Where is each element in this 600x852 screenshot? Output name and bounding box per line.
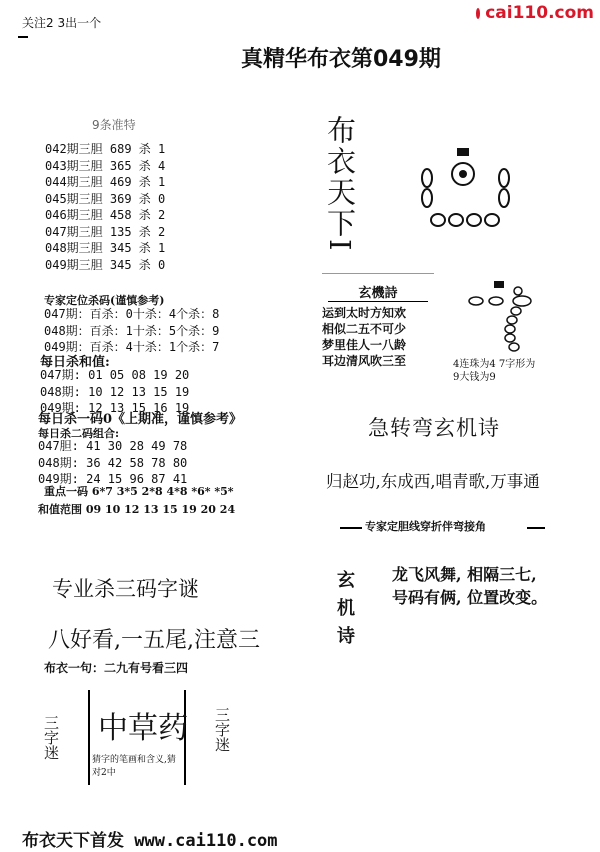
bead-hint-1: 4连珠为4 7字形为 <box>453 359 536 370</box>
list-item: 047胆: 41 30 28 49 78 <box>38 439 188 453</box>
divider <box>88 690 90 785</box>
list-item: 047期: 01 05 08 19 20 <box>40 368 190 382</box>
poem-line: 运到太时方知欢 <box>322 306 407 320</box>
expert-kill-list <box>44 306 219 356</box>
side-riddle-right: 三字迷 <box>213 707 231 752</box>
list-item: 049期: 24 15 96 87 41 <box>38 472 188 486</box>
bead-icon <box>467 214 481 226</box>
list-item: 042期三胆 689 杀 1 <box>45 142 166 156</box>
expert-heading: 专家定胆线穿折伴弯接角 <box>365 520 486 533</box>
divider <box>322 273 434 274</box>
dan-list <box>45 141 165 273</box>
logo-dot-icon <box>476 8 480 19</box>
bead-icon <box>431 214 445 226</box>
buyi-line: 布衣一句：二九有号看三四 <box>44 661 189 675</box>
list-item: 048期：百杀：1十杀：5个杀：9 <box>44 323 220 338</box>
ingot-icon <box>494 281 504 288</box>
follow-tag: 关注2 3出一个 <box>22 16 102 30</box>
bead-icon <box>449 214 463 226</box>
turn-line: 归赵功,东成西,唱青歌,万事通 <box>326 472 540 491</box>
list-item: 046期三胆 458 杀 2 <box>45 208 166 222</box>
turn-title: 急转弯玄机诗 <box>368 416 500 440</box>
riddle-line: 八好看,一五尾,注意三 <box>48 628 260 653</box>
list-item: 048期: 10 12 13 15 19 <box>40 384 190 399</box>
poem-title: 玄機詩 <box>328 282 428 302</box>
list-item: 045期三胆 369 杀 0 <box>45 191 166 206</box>
bead-figure-top <box>412 140 532 240</box>
xuanji-label: 玄机诗 <box>334 570 355 654</box>
bead-icon <box>505 334 515 342</box>
sum-range-line: 和值范围 09 10 12 13 15 19 20 24 <box>38 503 236 516</box>
divider <box>527 527 545 529</box>
list-item: 049期：百杀：4十杀：1个杀：7 <box>44 340 220 354</box>
dragon-line-2: 号码有俩, 位置改变。 <box>392 588 548 607</box>
onecode-title: 每日杀一码0《上期准，谨慎参考》 <box>38 412 243 427</box>
bead-icon <box>499 169 509 187</box>
list-item: 043期三胆 365 杀 4 <box>45 158 166 173</box>
bead-icon <box>485 214 499 226</box>
herb-note-1: 猜字的笔画和含义,猜 <box>92 755 176 765</box>
list-item: 048期: 36 42 58 78 80 <box>38 455 188 470</box>
poem-line: 耳边清风吹三至 <box>322 354 407 368</box>
bead-figure-right <box>458 277 548 355</box>
divider <box>340 527 362 529</box>
coin-icon <box>513 296 531 306</box>
side-riddle-left: 三字迷 <box>42 715 60 760</box>
site-logo[interactable] <box>476 2 594 24</box>
herb-note-2: 对2中 <box>92 768 116 778</box>
twocode-title: 每日杀二码组合: <box>38 427 120 440</box>
sum-title: 每日杀和值: <box>40 355 110 370</box>
bead-icon <box>511 307 521 315</box>
bead-hint-2: 9大钱为9 <box>453 372 496 383</box>
ingot-icon <box>457 148 469 156</box>
dragon-line-1: 龙飞风舞, 相隔三七, <box>392 565 537 584</box>
poem-box <box>322 282 434 369</box>
list-item: 049期三胆 345 杀 0 <box>45 257 166 272</box>
twocode-list <box>38 438 187 488</box>
bead-hint <box>453 358 535 384</box>
poem-line: 梦里佳人一八龄 <box>322 338 407 352</box>
site-logo-text: cai110.com <box>485 3 594 23</box>
riddle-title: 专业杀三码字谜 <box>52 577 199 601</box>
footer-text: 布衣天下首发 www.cai110.com <box>22 831 278 851</box>
bead-icon <box>422 169 432 187</box>
bead-icon <box>507 316 517 324</box>
list-item: 049期: 12 13 15 16 19 <box>40 401 190 415</box>
focus-line: 重点一码 6*7 3*5 2*8 4*8 *6* *5* <box>44 485 234 498</box>
bead-icon <box>514 287 522 295</box>
poem-line: 相似二五不可少 <box>322 322 407 336</box>
page-title: 真精华布衣第049期 <box>241 47 441 72</box>
dash-mark <box>18 36 28 38</box>
coin-icon <box>469 297 483 305</box>
coin-icon <box>489 297 503 305</box>
bead-icon <box>509 343 519 351</box>
list-item: 044期三胆 469 杀 1 <box>45 175 166 189</box>
list-item: 048期三胆 345 杀 1 <box>45 241 166 255</box>
bead-icon <box>422 189 432 207</box>
list-item: 047期：百杀：0十杀：4个杀：8 <box>44 307 220 321</box>
list-item: 047期三胆 135 杀 2 <box>45 224 166 239</box>
coin-center-icon <box>459 170 467 178</box>
faint-heading: 9条准特 <box>92 118 136 132</box>
bead-icon <box>499 189 509 207</box>
herb-word: 中草药 <box>98 711 188 746</box>
expert-kill-title: 专家定位杀码(谨慎参考) <box>44 294 165 307</box>
bead-icon <box>505 325 515 333</box>
vertical-title: 布衣天下I <box>323 115 357 253</box>
